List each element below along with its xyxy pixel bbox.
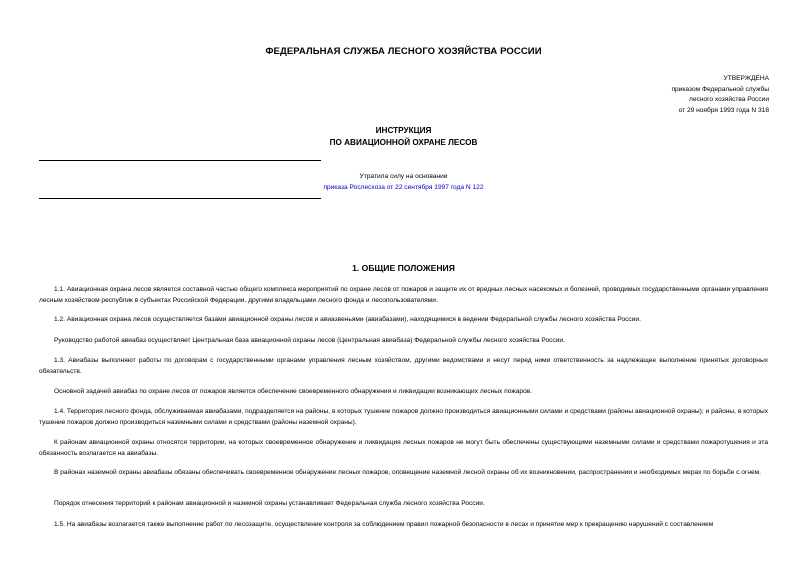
organization-heading: ФЕДЕРАЛЬНАЯ СЛУЖБА ЛЕСНОГО ХОЗЯЙСТВА РОССИИ	[265, 46, 542, 57]
section-heading: 1. ОБЩИЕ ПОЛОЖЕНИЯ	[352, 263, 455, 273]
document-title	[0, 125, 807, 149]
approval-line: лесного хозяйства России	[689, 96, 769, 104]
approval-block	[569, 74, 769, 116]
paragraph: В районах наземной охраны авиабазы обязаны обеспечивать своевременное обнаружение лесных пожаров, оповещение наземной лесной охраны об их возникновении, распространении и необходимых мерах по борьбе с огнем.	[54, 469, 761, 476]
paragraph: Руководство работой авиабаз осуществляет Центральная база авиационной охраны лесов (Центральная авиабаза) Федеральной службы лесного хозяйства России.	[54, 337, 565, 344]
paragraph: К районам авиационной охраны относятся территории, на которых своевременное обнаружение и ликвидация лесных пожаров не могут быть обеспечены существующими наземными силами и средствами пожаротушения и эта обязанность возлагается на авиабазы.	[39, 439, 768, 458]
paragraph: Порядок отнесения территорий к районам авиационной и наземной охраны устанавливает Федеральная служба лесного хозяйства России.	[54, 500, 485, 507]
divider-bottom	[39, 198, 321, 199]
repeal-order-link[interactable]: приказа Рослесхоза от 22 сентября 1997 года N 122	[323, 183, 484, 191]
paragraph: Основной задачей авиабаз по охране лесов от пожаров является обеспечение своевременного обнаружения и ликвидации возникающих лесных пожаров.	[54, 388, 533, 395]
document-title-line: ИНСТРУКЦИЯ	[375, 126, 432, 135]
status-note	[0, 172, 807, 193]
status-note-text: Утратила силу на основании	[359, 173, 448, 180]
document-title-line: ПО АВИАЦИОННОЙ ОХРАНЕ ЛЕСОВ	[329, 138, 478, 147]
paragraph: 1.1. Авиационная охрана лесов является составной частью общего комплекса мероприятий по охране лесов от пожаров и защите их от вредных лесных насекомых и болезней, проводимых государственными органами управления лесным хозяйством республик в субъектах Российской Федерации, другими владельцами лесного фонда и лесопользователями.	[39, 286, 768, 305]
paragraph: 1.2. Авиационная охрана лесов осуществляется базами авиационной охраны лесов и авиазвеньями (авиабазами), находящимися в ведении Федеральной службы лесного хозяйства России.	[54, 316, 641, 323]
paragraph: 1.4. Территория лесного фонда, обслуживаемая авиабазами, подразделяется на районы, в которых тушение пожаров должно производиться авиационными силами и средствами (районы авиационной охраны); и районы, в которых тушение пожаров должно производиться наземными силами и средствами (районы наземной охраны).	[39, 408, 768, 427]
approval-line: УТВЕРЖДЕНА	[723, 75, 769, 82]
approval-line: от 29 ноября 1993 года N 318	[678, 106, 769, 114]
paragraph: 1.3. Авиабазы выполняют работы по договорам с государственными органами управления лесным хозяйством, другими ведомствами и несут перед ними ответственность за надлежащее выполнение принятых договорных обязательств.	[39, 357, 768, 376]
paragraph: 1.5. На авиабазы возлагается также выполнение работ по лесозащите, осуществление контроля за соблюдением правил пожарной безопасности в лесах и принятие мер к прекращению нарушений с составлением	[54, 521, 714, 528]
divider-top	[39, 160, 321, 161]
approval-line: приказом Федеральной службы	[671, 85, 769, 93]
